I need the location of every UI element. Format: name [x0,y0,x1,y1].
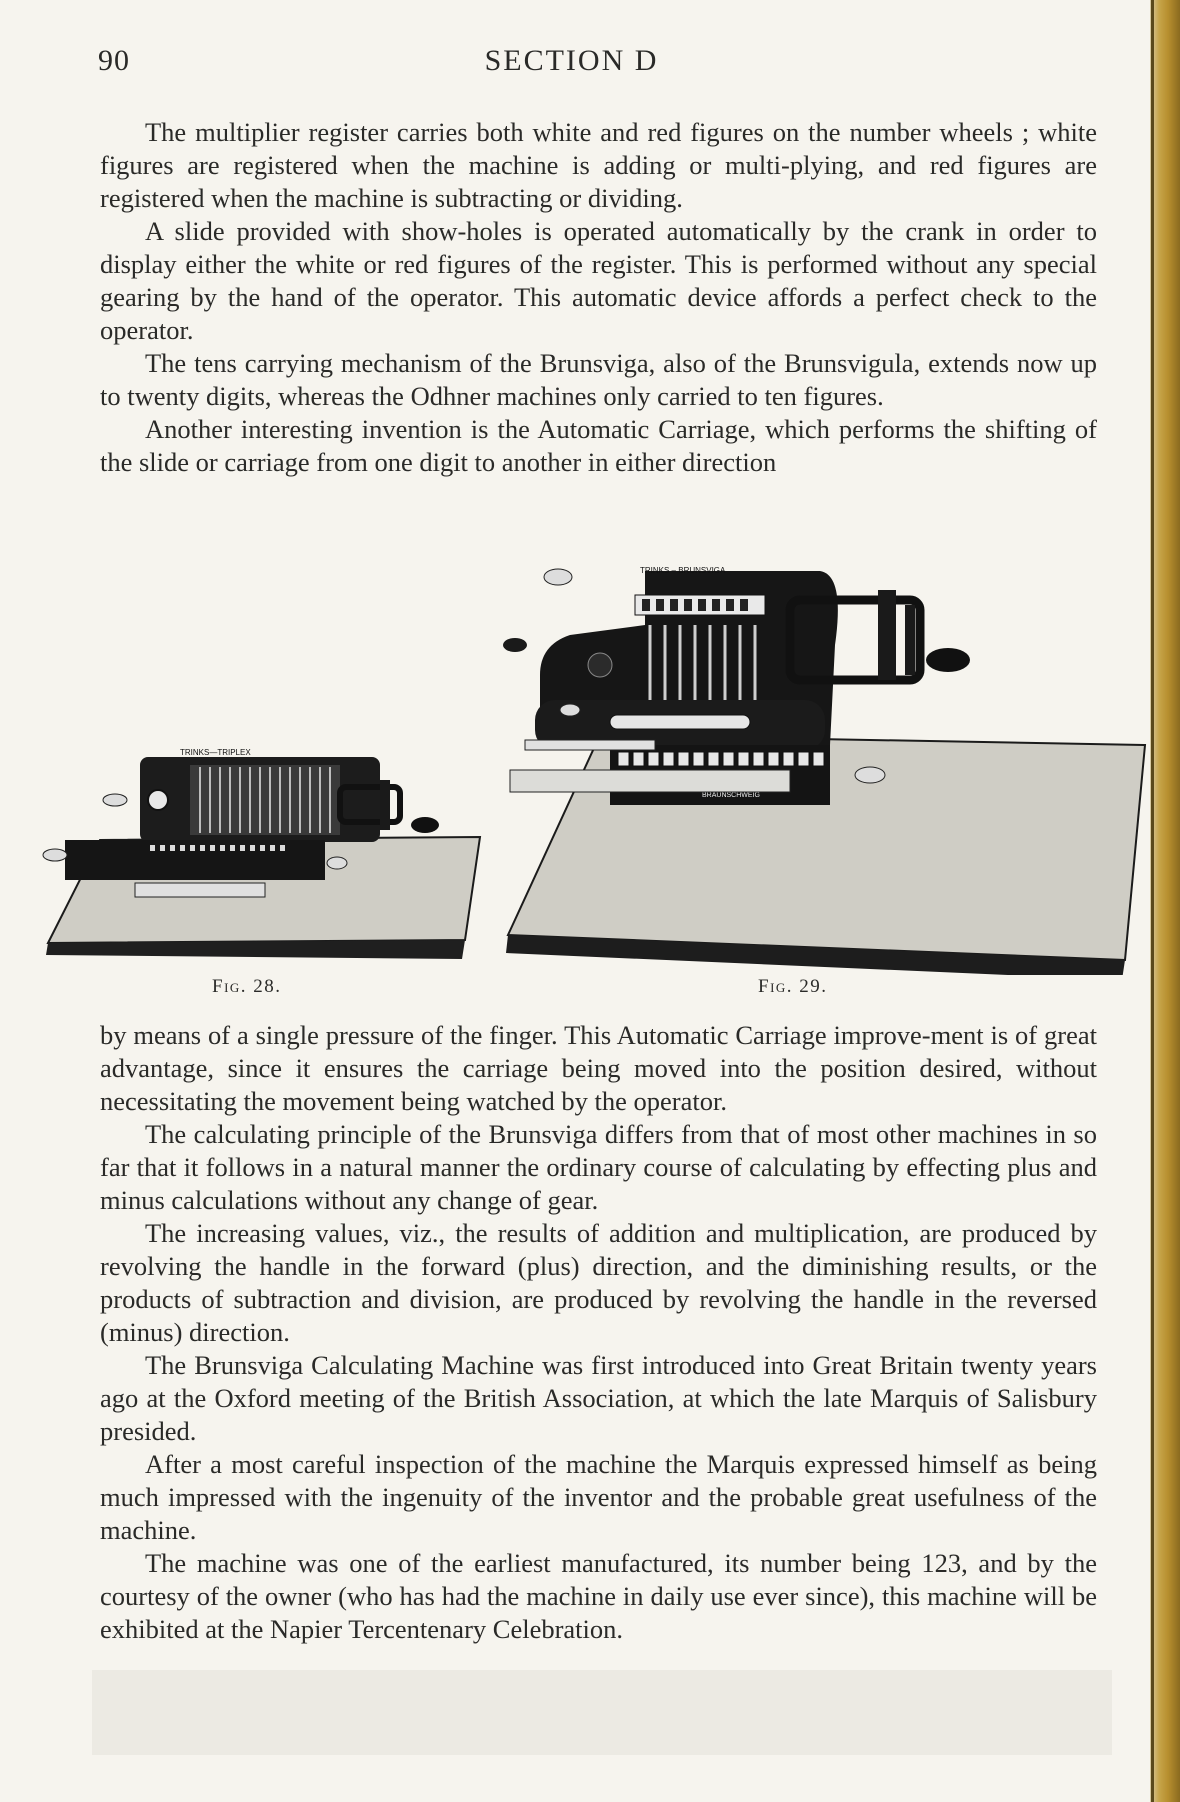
figure-28-caption: Fig. 28. [212,976,282,997]
fig29-plate-text: TRINKS – BRUNSVIGA [640,566,726,575]
paragraph: The calculating principle of the Brunsviga differs from that of most other machines in so far that it follows in a natural manner the ordinary course of calculating by effecting plus and minus calculations without any change of gear. [100,1119,1097,1215]
book-edge [1150,0,1180,1802]
text-block-top [100,116,1097,479]
paragraph: Another interesting invention is the Automatic Carriage, which performs the shifting of the slide or carriage from one digit to another in either direction [100,414,1097,477]
book-edge-line [1151,0,1154,1802]
page-header [98,44,1045,84]
paragraph-continuation: by means of a single pressure of the finger. This Automatic Carriage improve-ment is of great advantage, since it ensures the carriage being moved into the position desired, without necessitating the movement being watched by the operator. [100,1020,1097,1116]
fig28-plate-text: TRINKS—TRIPLEX [180,748,251,757]
text-block-bottom [100,1019,1097,1646]
paragraph: The tens carrying mechanism of the Brunsviga, also of the Brunsvigula, extends now up to twenty digits, whereas the Odhner machines only carried to ten figures. [100,348,1097,411]
paragraph: The increasing values, viz., the results of addition and multiplication, are produced by revolving the handle in the forward (plus) direction, and the diminishing results, or the products of subtraction and division, are produced by revolving the handle in the reversed (minus) direction. [100,1218,1097,1347]
fig29-maker-line2: BRAUNSCHWEIG [702,792,760,799]
figure-29-caption: Fig. 29. [758,976,828,997]
paragraph: The Brunsviga Calculating Machine was first introduced into Great Britain twenty years ago at the Oxford meeting of the British Association, at which the late Marquis of Salisbury presided. [100,1350,1097,1446]
figure-28-triplex-machine [40,745,490,975]
figure-29-brunsviga-machine [500,565,1160,975]
running-head: SECTION D [484,44,659,77]
page-shading [92,1670,1112,1755]
paragraph: After a most careful inspection of the machine the Marquis expressed himself as being much impressed with the ingenuity of the inventor and the probable great usefulness of the machine. [100,1449,1097,1545]
page-number: 90 [98,44,130,77]
paragraph: The multiplier register carries both white and red figures on the number wheels ; white figures are registered when the machine is adding or multi-plying, and red figures are registered when the machine is subtracting or dividing. [100,117,1097,213]
paragraph: The machine was one of the earliest manufactured, its number being 123, and by the courtesy of the owner (who has had the machine in daily use ever since), this machine will be exhibited at the Napier Tercentenary Celebration. [100,1548,1097,1644]
paragraph: A slide provided with show-holes is operated automatically by the crank in order to display either the white or red figures of the register. This is performed without any special gearing by the hand of the operator. This automatic device affords a perfect check to the operator. [100,216,1097,345]
